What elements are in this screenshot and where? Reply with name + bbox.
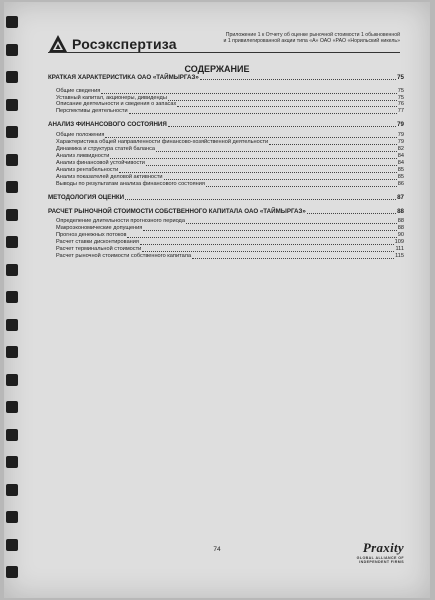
toc-subsection-row: [48, 218, 404, 225]
binding-holes: [4, 2, 24, 598]
toc-leader-dots: [143, 229, 396, 231]
toc-leader-dots: [200, 78, 396, 80]
logo-text: Росэкспертиза: [72, 36, 177, 52]
toc-section-row: [48, 121, 404, 128]
praxity-logo: [357, 540, 404, 564]
toc-entry-page: 82: [397, 146, 404, 152]
toc-entry-page: 79: [397, 139, 404, 145]
toc-entry-title: Динамика и структура статей баланса: [56, 146, 155, 152]
toc-subsection-row: [48, 139, 404, 146]
toc-leader-dots: [146, 164, 397, 166]
header-note-line2: и 1 привилегированной акции типа «А» ОАО «РАО «Норильский никель»: [223, 38, 400, 45]
binding-hole: [6, 401, 18, 413]
toc-leader-dots: [140, 243, 394, 245]
toc-leader-dots: [101, 92, 397, 94]
toc-entry-page: 109: [394, 239, 404, 245]
toc-entry-page: 85: [397, 167, 404, 173]
binding-hole: [6, 429, 18, 441]
toc-leader-dots: [119, 171, 396, 173]
toc-entry-page: 75: [397, 95, 404, 101]
toc-entry-title: Уставный капитал, акционеры, дивиденды: [56, 95, 167, 101]
toc-subsection-row: [48, 101, 404, 108]
toc-entry-page: 86: [397, 181, 404, 187]
binding-hole: [6, 319, 18, 331]
toc-entry-page: 75: [397, 88, 404, 94]
toc-subsection-row: [48, 225, 404, 232]
toc-entry-title: МЕТОДОЛОГИЯ ОЦЕНКИ: [48, 194, 125, 201]
toc-subsection-row: [48, 160, 404, 167]
toc-entry-title: Макроэкономические допущения: [56, 225, 143, 231]
toc-leader-dots: [177, 105, 397, 107]
toc-leader-dots: [168, 125, 396, 127]
toc-entry-page: 88: [397, 218, 404, 224]
toc-entry-title: РАСЧЕТ РЫНОЧНОЙ СТОИМОСТИ СОБСТВЕННОГО КАПИТАЛА ОАО «ТАЙМЫРГАЗ»: [48, 208, 306, 215]
toc-subsection-row: [48, 232, 404, 239]
toc-entry-page: 84: [397, 160, 404, 166]
praxity-tagline-2: INDEPENDENT FIRMS: [359, 560, 404, 564]
toc-subsection-row: [48, 239, 404, 246]
toc-entry-page: 87: [397, 194, 404, 201]
toc-entry-title: КРАТКАЯ ХАРАКТЕРИСТИКА ОАО «ТАЙМЫРГАЗ»: [48, 74, 199, 81]
toc-subsection-row: [48, 246, 404, 253]
toc-entry-title: Определение длительности прогнозного периода: [56, 218, 185, 224]
toc-subsection-row: [48, 181, 404, 188]
binding-hole: [6, 44, 18, 56]
toc-leader-dots: [192, 257, 394, 259]
toc-entry-title: Характеристика общей направленности финансово-хозяйственной деятельности: [56, 139, 269, 145]
toc-entry-title: Анализ рентабельности: [56, 167, 119, 173]
toc-entry-title: Анализ ликвидности: [56, 153, 110, 159]
binding-hole: [6, 126, 18, 138]
toc-entry-title: Общие положения: [56, 132, 105, 138]
binding-hole: [6, 264, 18, 276]
toc-subsection-row: [48, 132, 404, 139]
page-number: 74: [213, 546, 221, 553]
toc-entry-title: Расчет терминальной стоимости: [56, 246, 142, 252]
toc-section-row: [48, 208, 404, 215]
toc-leader-dots: [129, 112, 397, 114]
binding-hole: [6, 99, 18, 111]
toc-leader-dots: [105, 136, 396, 138]
toc-entry-title: Анализ показателей деловой активности: [56, 174, 163, 180]
toc-entry-page: 85: [397, 174, 404, 180]
toc-entry-page: 111: [395, 246, 404, 252]
rosexpertiza-logo: [48, 34, 177, 54]
toc-subsection-row: [48, 253, 404, 260]
binding-hole: [6, 181, 18, 193]
toc-entry-page: 88: [397, 208, 404, 215]
document-page: [4, 2, 430, 598]
toc-entry-title: Общие сведения: [56, 88, 101, 94]
toc-title: СОДЕРЖАНИЕ: [184, 64, 250, 74]
toc-subsection-row: [48, 153, 404, 160]
toc-subsection-row: [48, 174, 404, 181]
toc-section-row: [48, 74, 404, 81]
toc-entry-page: 115: [395, 253, 404, 259]
binding-hole: [6, 346, 18, 358]
binding-hole: [6, 566, 18, 578]
header-note-line1: Приложение 1 к Отчету об оценке рыночной стоимости 1 обыкновенной: [225, 32, 400, 38]
toc-leader-dots: [269, 143, 397, 145]
binding-hole: [6, 456, 18, 468]
toc-entry-title: Анализ финансовой устойчивости: [56, 160, 145, 166]
toc-entry-page: 75: [397, 74, 404, 81]
toc-entry-title: Расчет ставки дисконтирования: [56, 239, 139, 245]
toc-leader-dots: [125, 198, 396, 200]
toc-subsection-row: [48, 108, 404, 115]
logo-mark-icon: [48, 34, 68, 54]
toc-entry-page: 77: [397, 108, 404, 114]
toc-entry-title: Расчет рыночной стоимости собственного капитала: [56, 253, 192, 259]
toc-entry-title: АНАЛИЗ ФИНАНСОВОГО СОСТОЯНИЯ: [48, 121, 167, 128]
toc-subsection-row: [48, 167, 404, 174]
toc-subsection-row: [48, 146, 404, 153]
toc-entry-page: 84: [397, 153, 404, 159]
toc-leader-dots: [142, 250, 394, 252]
toc-leader-dots: [156, 150, 397, 152]
toc-entry-title: Выводы по результатам анализа финансового состояния: [56, 181, 205, 187]
binding-hole: [6, 374, 18, 386]
praxity-name: Praxity: [362, 540, 404, 555]
binding-hole: [6, 154, 18, 166]
header-divider: [48, 52, 400, 53]
toc-entry-title: Описание деятельности и сведения о запасах: [56, 101, 177, 107]
toc-entry-page: 76: [397, 101, 404, 107]
toc-leader-dots: [206, 185, 397, 187]
toc-entry-page: 79: [397, 121, 404, 128]
praxity-tagline-1: GLOBAL ALLIANCE OF: [356, 556, 404, 560]
toc-section-row: [48, 194, 404, 201]
binding-hole: [6, 484, 18, 496]
toc-entry-page: 88: [397, 225, 404, 231]
binding-hole: [6, 236, 18, 248]
toc-leader-dots: [186, 222, 397, 224]
toc-leader-dots: [307, 212, 396, 214]
header-note: [200, 32, 400, 45]
toc-leader-dots: [110, 157, 396, 159]
toc-entry-title: Прогноз денежных потоков: [56, 232, 127, 238]
binding-hole: [6, 209, 18, 221]
binding-hole: [6, 16, 18, 28]
binding-hole: [6, 291, 18, 303]
binding-hole: [6, 511, 18, 523]
toc-subsection-row: [48, 88, 404, 95]
toc-leader-dots: [164, 178, 397, 180]
toc-entry-page: 90: [397, 232, 404, 238]
toc-entry-page: 79: [397, 132, 404, 138]
toc-leader-dots: [127, 236, 396, 238]
toc-entry-title: Перспективы деятельности: [56, 108, 128, 114]
